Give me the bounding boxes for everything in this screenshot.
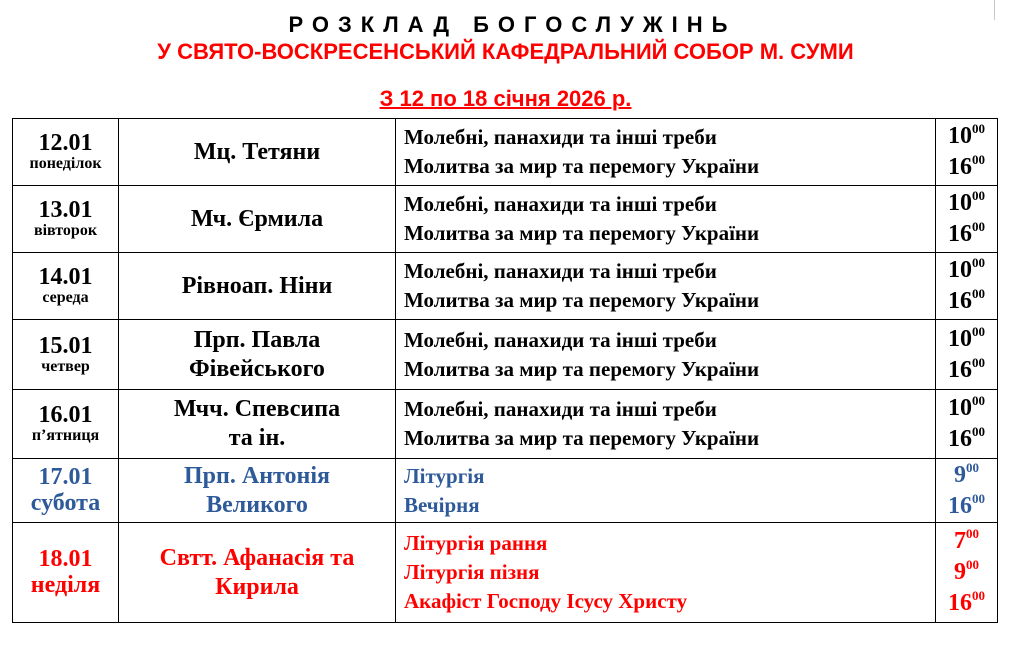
weekday: середа	[42, 289, 89, 307]
weekday: четвер	[41, 357, 90, 375]
saint-cell	[119, 119, 396, 186]
cathedral-subtitle: У СВЯТО-ВОСКРЕСЕНСЬКИЙ КАФЕДРАЛЬНИЙ СОБОР М. СУМИ	[157, 39, 854, 64]
page-title: РОЗКЛАД БОГОСЛУЖІНЬ	[288, 12, 737, 37]
schedule-row	[13, 523, 998, 623]
service-item: Літургія пізня	[404, 560, 540, 584]
times-cell	[936, 459, 998, 523]
day-date: 18.01	[38, 546, 93, 573]
services-cell	[396, 320, 936, 390]
saint-cell	[119, 186, 396, 253]
saint-cell	[119, 459, 396, 523]
service-item: Вечірня	[404, 492, 480, 517]
service-time: $7^{00}$	[954, 526, 979, 554]
date-cell	[13, 459, 119, 523]
day-date: 16.01	[38, 402, 93, 428]
service-time: $16^{00}$	[948, 588, 985, 616]
service-time: $16^{00}$	[948, 424, 985, 452]
saint-name: Фівейського	[189, 355, 325, 382]
services-cell	[396, 459, 936, 523]
saint-name: Рівноап. Ніни	[181, 272, 333, 299]
service-time: $16^{00}$	[948, 152, 985, 180]
services-cell	[396, 253, 936, 320]
day-date: 15.01	[38, 332, 93, 359]
date-range: З 12 по 18 січня 2026 р.	[379, 86, 632, 111]
service-item: Молитва за мир та перемогу України	[404, 154, 760, 178]
weekday: п’ятниця	[31, 427, 100, 445]
date-cell	[13, 390, 119, 459]
weekday: вівторок	[33, 222, 98, 240]
date-cell	[13, 186, 119, 253]
service-time: $16^{00}$	[948, 354, 985, 383]
service-time: $9^{00}$	[954, 557, 979, 585]
service-time: $10^{00}$	[948, 393, 985, 421]
saint-name: Свтт. Афанасія та	[159, 544, 355, 571]
saint-name: Великого	[206, 491, 308, 518]
schedule-row	[13, 459, 998, 523]
weekday: понеділок	[29, 155, 102, 173]
saint-cell	[119, 390, 396, 459]
date-cell	[13, 320, 119, 390]
saint-cell	[119, 320, 396, 390]
service-item: Літургія	[404, 463, 485, 488]
times-cell	[936, 320, 998, 390]
date-cell	[13, 253, 119, 320]
weekday: субота	[30, 489, 101, 516]
times-cell	[936, 523, 998, 623]
saint-cell	[119, 253, 396, 320]
service-item: Літургія рання	[404, 531, 548, 555]
saint-cell	[119, 523, 396, 623]
times-cell	[936, 186, 998, 253]
schedule-row	[13, 119, 998, 186]
weekday: неділя	[30, 571, 101, 598]
schedule-row	[13, 253, 998, 320]
service-item: Молебні, панахиди та інші треби	[404, 259, 717, 283]
service-time: $10^{00}$	[948, 323, 985, 352]
service-time: $9^{00}$	[954, 459, 979, 488]
saint-name: Мчч. Спевсипа	[173, 396, 341, 422]
service-item: Молитва за мир та перемогу України	[404, 221, 760, 245]
times-cell	[936, 119, 998, 186]
saint-name: Мч. Єрмила	[190, 205, 324, 232]
saint-name: Прп. Павла	[193, 326, 321, 353]
service-time: $16^{00}$	[948, 286, 985, 314]
service-item: Молебні, панахиди та інші треби	[404, 192, 717, 216]
services-cell	[396, 523, 936, 623]
service-time: $10^{00}$	[948, 188, 985, 216]
schedule-row	[13, 390, 998, 459]
saint-name: Кирила	[215, 573, 299, 600]
services-cell	[396, 119, 936, 186]
service-item: Молебні, панахиди та інші треби	[404, 125, 717, 149]
service-time: $16^{00}$	[948, 219, 985, 247]
service-time: $16^{00}$	[948, 490, 985, 519]
schedule-table	[12, 118, 998, 623]
service-item: Акафіст Господу Ісусу Христу	[404, 589, 688, 613]
saint-name: Прп. Антонія	[184, 462, 330, 489]
service-item: Молебні, панахиди та інші треби	[404, 327, 717, 352]
date-cell	[13, 119, 119, 186]
day-date: 17.01	[38, 464, 93, 491]
service-time: $10^{00}$	[948, 255, 985, 283]
services-cell	[396, 390, 936, 459]
schedule-row	[13, 186, 998, 253]
schedule-row	[13, 320, 998, 390]
service-time: $10^{00}$	[948, 121, 985, 149]
service-item: Молитва за мир та перемогу України	[404, 426, 760, 450]
saint-name: та ін.	[228, 425, 286, 451]
service-item: Молитва за мир та перемогу України	[404, 288, 760, 312]
services-cell	[396, 186, 936, 253]
times-cell	[936, 253, 998, 320]
day-date: 14.01	[38, 264, 93, 290]
service-item: Молебні, панахиди та інші треби	[404, 397, 717, 421]
times-cell	[936, 390, 998, 459]
saint-name: Мц. Тетяни	[193, 138, 321, 165]
date-cell	[13, 523, 119, 623]
service-item: Молитва за мир та перемогу України	[404, 356, 760, 381]
day-date: 13.01	[38, 197, 93, 223]
day-date: 12.01	[38, 130, 93, 156]
